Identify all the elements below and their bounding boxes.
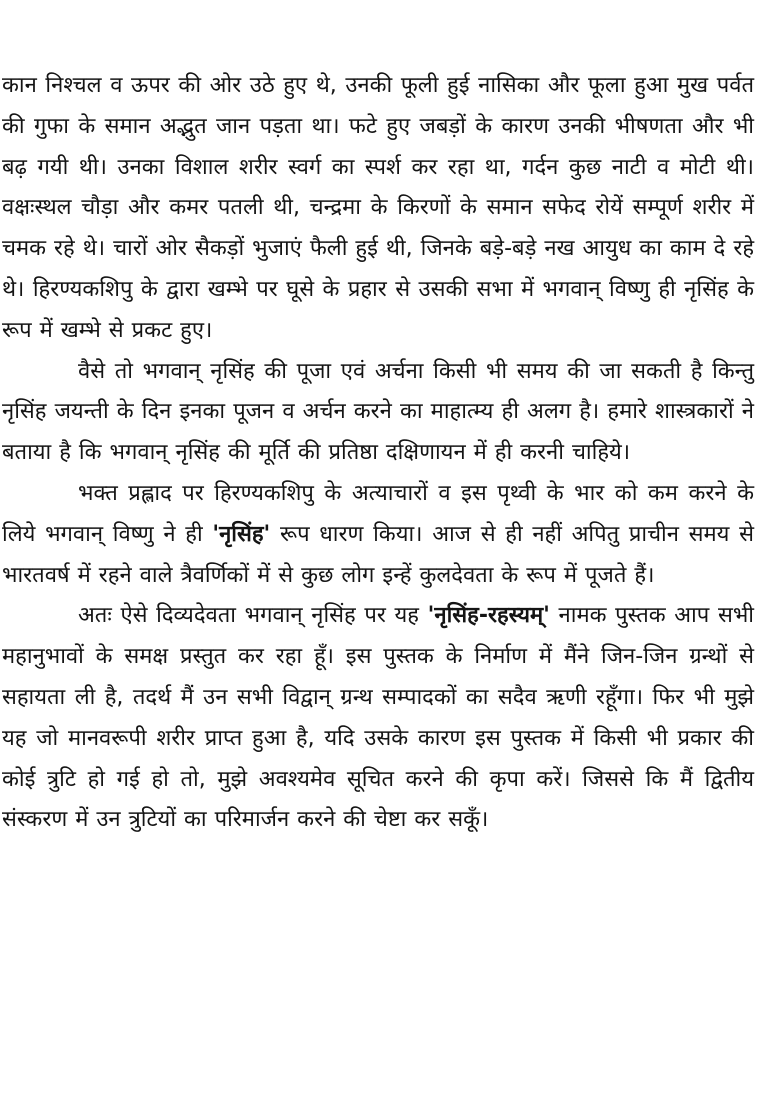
paragraph-4-text-before: अतः ऐसे दिव्यदेवता भगवान् नृसिंह पर यह	[78, 603, 428, 629]
paragraph-4	[2, 596, 754, 841]
paragraph-3-text-after: रूप धारण किया। आज से ही नहीं अपितु प्राचीन समय से भारतवर्ष में रहने वाले त्रैवर्णिकों में से कुछ लोग इन्हें कुलदेवता के रूप में पूजते हैं।	[2, 521, 755, 588]
paragraph-3-text-before: भक्त प्रह्लाद पर हिरण्यकशिपु के अत्याचारों व इस पृथ्वी के भार को कम करने के लिये भगवान् विष्णु ने ही	[2, 480, 754, 547]
paragraph-2: वैसे तो भगवान् नृसिंह की पूजा एवं अर्चना किसी भी समय की जा सकती है किन्तु नृसिंह जयन्ती के दिन इनका पूजन व अर्चन करने का माहात्म्य ही अलग है। हमारे शास्त्रकारों ने बताया है कि भगवान् नृसिंह की मूर्ति की प्रतिष्ठा दक्षिणायन में ही करनी चाहिये।	[2, 358, 754, 466]
paragraph-4-bold-title: 'नृसिंह-रहस्यम्'	[427, 603, 550, 629]
paragraph-3	[2, 474, 754, 596]
paragraph-3-bold-term: 'नृसिंह'	[212, 521, 271, 547]
paragraph-1: कान निश्चल व ऊपर की ओर उठे हुए थे, उनकी फूली हुई नासिका और फूला हुआ मुख पर्वत की गुफा के समान अद्भुत जान पड़ता था। फटे हुए जबड़ों के कारण उनकी भीषणता और भी बढ़ गयी थी। उनका विशाल शरीर स्वर्ग का स्पर्श कर रहा था, गर्दन कुछ नाटी व मोटी थी। वक्षःस्थल चौड़ा और कमर पतली थी, चन्द्रमा के किरणों के समान सफेद रोयें सम्पूर्ण शरीर में चमक रहे थे। चारों ओर सैकड़ों भुजाएं फैली हुई थी, जिनके बड़े-बड़े नख आयुध का काम दे रहे थे। हिरण्यकशिपु के द्वारा खम्भे पर घूसे के प्रहार से उसकी सभा में भगवान् विष्णु ही नृसिंह के रूप में खम्भे से प्रकट हुए।	[2, 73, 754, 343]
paragraph-4-text-after: नामक पुस्तक आप सभी महानुभावों के समक्ष प्रस्तुत कर रहा हूँ। इस पुस्तक के निर्माण में मैंने जिन-जिन ग्रन्थों से सहायता ली है, तदर्थ मैं उन सभी विद्वान् ग्रन्थ सम्पादकों का सदैव ऋणी रहूँगा। फिर भी मुझे यह जो मानवरूपी शरीर प्राप्त हुआ है, यदि उसके कारण इस पुस्तक में किसी भी प्रकार की कोई त्रुटि हो गई हो तो, मुझे अवश्यमेव सूचित करने की कृपा करें। जिससे कि मैं द्वितीय संस्करण में उन त्रुटियों का परिमार्जन करने की चेष्टा कर सकूँ।	[2, 603, 754, 833]
